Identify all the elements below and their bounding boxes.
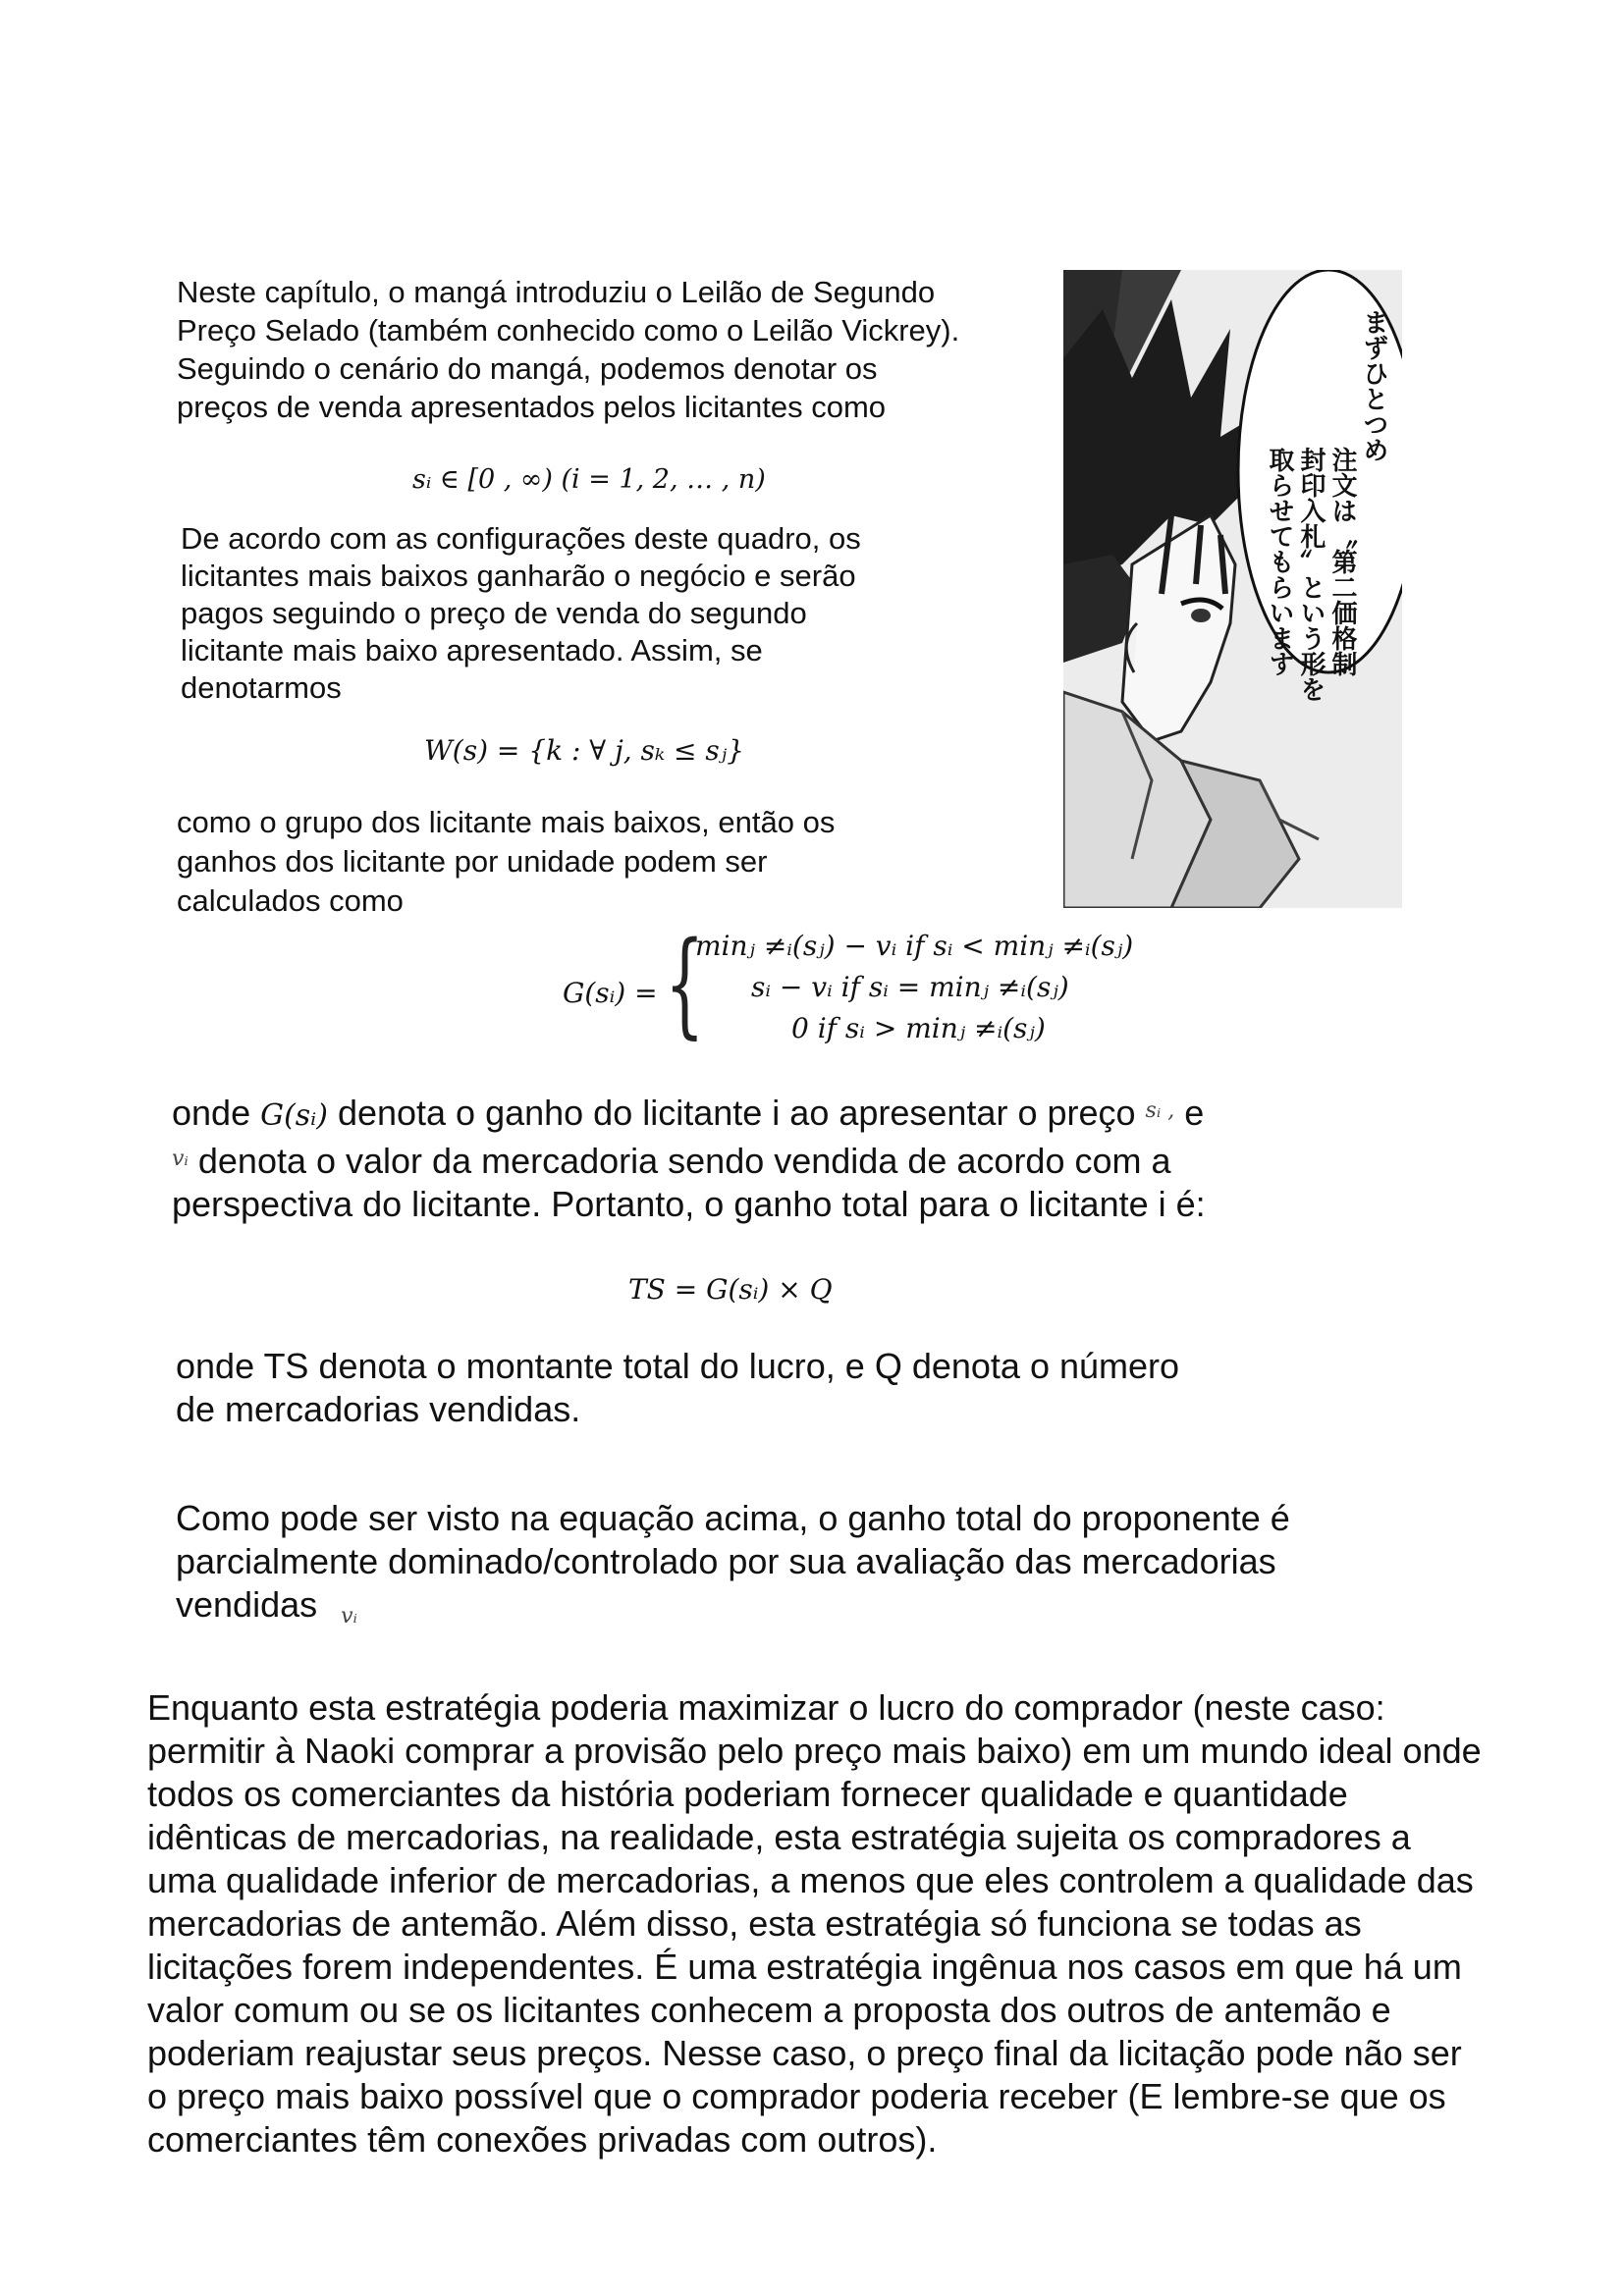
frame-settings-paragraph [181, 520, 996, 707]
speech-text-column: 封印入札〟という形を [1296, 447, 1326, 702]
frame-settings-line: De acordo com as configurações deste quadro, os [181, 521, 861, 556]
intro-line: preços de venda apresentados pelos licitantes como [177, 390, 887, 424]
final-line: permitir à Naoki comprar a provisão pelo preço mais baixo) em um mundo ideal onde [147, 1731, 1482, 1771]
text-fragment: denota o valor da mercadoria sendo vendida de acordo com a [197, 1141, 1171, 1181]
group-paragraph [177, 803, 1060, 921]
intro-line: Preço Selado (também conhecido como o Leilão Vickrey). [177, 313, 960, 347]
equation-total-surplus: TS = G(sᵢ) × Q [628, 1273, 833, 1306]
equation-winners-set: W(s) = {k : ∀ j, sₖ ≤ sⱼ} [424, 734, 744, 767]
gain-symbol: G(sᵢ) [260, 1098, 328, 1133]
final-line: todos os comerciantes da história poderiam fornecer qualidade e quantidade [147, 1774, 1348, 1814]
gain-explanation-line [172, 1138, 1350, 1183]
gain-case-3: 0 if sᵢ > minⱼ ≠ᵢ(sⱼ) [791, 1012, 1046, 1044]
group-line: ganhos dos licitante por unidade podem ser [177, 844, 768, 879]
final-line: mercadorias de antemão. Além disso, esta estratégia só funciona se todas as [147, 1903, 1362, 1944]
group-line: como o grupo dos licitante mais baixos, então os [177, 805, 836, 839]
frame-settings-line: licitante mais baixo apresentado. Assim, se [181, 633, 763, 667]
final-line: o preço mais baixo possível que o comprador poderia receber (E lembre-se que os [147, 2076, 1446, 2116]
total-explanation-paragraph [176, 1345, 1305, 1431]
final-line: comerciantes têm conexões privadas com outros). [147, 2119, 938, 2160]
text-fragment: vendidas [176, 1584, 318, 1625]
speech-text-column: まずひとつめ [1359, 309, 1388, 462]
frame-settings-line: pagos seguindo o preço de venda do segundo [181, 596, 807, 630]
frame-settings-line: licitantes mais baixos ganharão o negócio e serão [181, 559, 856, 593]
intro-paragraph [177, 273, 1060, 426]
conclusion-paragraph [176, 1497, 1452, 1638]
gain-case-2: sᵢ − vᵢ if sᵢ = minⱼ ≠ᵢ(sⱼ) [751, 971, 1069, 1003]
conclusion-line: parcialmente dominado/controlado por sua avaliação das mercadorias [176, 1541, 1276, 1581]
total-explanation-line: onde TS denota o montante total do lucro, e Q denota o número [176, 1346, 1180, 1386]
equation-price-domain: sᵢ ∈ [0 , ∞) (i = 1, 2, … , n) [412, 464, 766, 495]
text-fragment: onde [172, 1093, 251, 1133]
final-line: valor comum ou se os licitantes conhecem a proposta dos outros de antemão e [147, 1990, 1391, 2030]
group-line: calculados como [177, 883, 404, 918]
price-symbol: sᵢ , [1145, 1098, 1175, 1123]
gain-explanation-line [172, 1090, 1350, 1138]
final-line: licitações forem independentes. É uma estratégia ingênua nos casos em que há um [147, 1947, 1462, 1987]
value-symbol: vᵢ [341, 1604, 357, 1629]
total-explanation-line: de mercadorias vendidas. [176, 1389, 581, 1429]
text-fragment: denota o ganho do licitante i ao apresentar o preço [337, 1093, 1136, 1133]
text-fragment: e [1184, 1093, 1205, 1133]
final-paragraph [147, 1686, 1600, 2162]
speech-text-column: 取らせてもらいます [1265, 447, 1294, 676]
left-brace-symbol: { [665, 918, 705, 1050]
gain-lhs: G(sᵢ) = [563, 977, 658, 1009]
conclusion-line [176, 1583, 1452, 1638]
gain-explanation-line: perspectiva do licitante. Portanto, o ganho total para o licitante i é: [172, 1184, 1206, 1224]
speech-text-column: 注文は〝第二価格制 [1327, 447, 1357, 676]
frame-settings-line: denotarmos [181, 670, 342, 705]
final-line: Enquanto esta estratégia poderia maximizar o lucro do comprador (neste caso: [147, 1687, 1385, 1728]
final-line: idênticas de mercadorias, na realidade, esta estratégia sujeita os compradores a [147, 1817, 1411, 1857]
intro-line: Seguindo o cenário do mangá, podemos denotar os [177, 351, 878, 386]
manga-panel-image [1063, 270, 1402, 908]
gain-explanation-paragraph [172, 1090, 1350, 1226]
intro-line: Neste capítulo, o mangá introduziu o Leilão de Segundo [177, 275, 936, 309]
value-symbol: vᵢ [172, 1147, 189, 1171]
gain-case-1: minⱼ ≠ᵢ(sⱼ) − vᵢ if sᵢ < minⱼ ≠ᵢ(sⱼ) [695, 930, 1134, 962]
final-line: poderiam reajustar seus preços. Nesse caso, o preço final da licitação pode não ser [147, 2033, 1462, 2073]
conclusion-line: Como pode ser visto na equação acima, o ganho total do proponente é [176, 1498, 1290, 1538]
final-line: uma qualidade inferior de mercadorias, a menos que eles controlem a qualidade das [147, 1860, 1474, 1900]
